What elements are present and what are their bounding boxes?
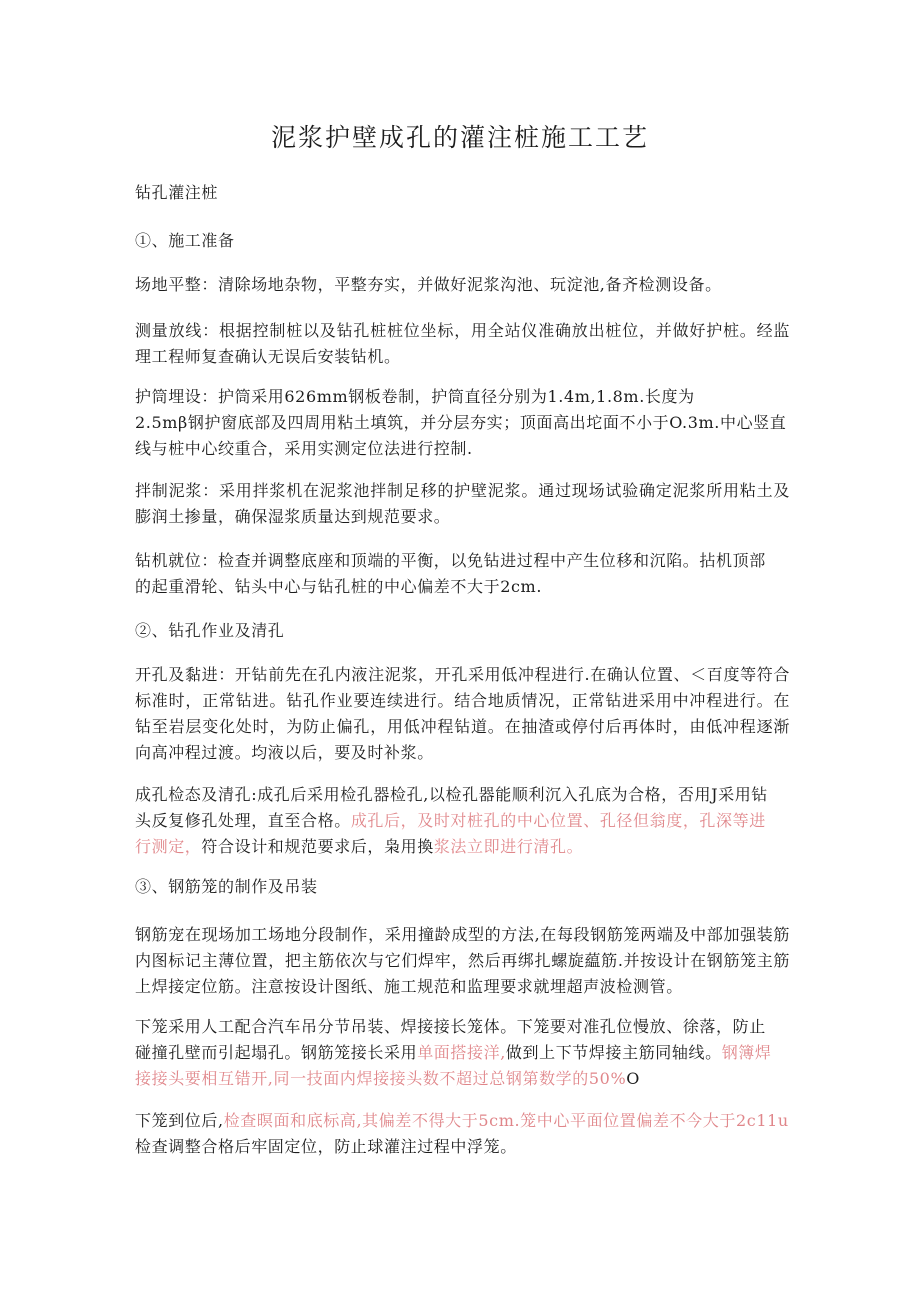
lowering-line-3 bbox=[135, 1066, 790, 1092]
placement-line-1-text: 下笼到位后, bbox=[135, 1111, 224, 1130]
paragraph-mud: 拌制泥浆：采用拌浆机在泥浆池拌制足移的护壁泥浆。通过现场试验确定泥浆所用粘土及膨润土掺量，确保湿浆质量达到规范要求。 bbox=[135, 481, 790, 526]
lowering-line-2-highlight-a: 单面搭接洋, bbox=[417, 1043, 506, 1062]
inspection-line-3-highlight-a: 行测定， bbox=[135, 837, 202, 856]
paragraph-lowering bbox=[135, 1014, 790, 1092]
inspection-line-2 bbox=[135, 808, 790, 834]
paragraph-survey: 测量放线：根据控制桩以及钻孔桩桩位坐标，用全站仪准确放出桩位，并做好护桩。经监理工程师复查确认无误后安装钻机。 bbox=[135, 321, 790, 366]
lowering-line-2 bbox=[135, 1040, 790, 1066]
lowering-line-1: 下笼采用人工配合汽车吊分节吊装、焊接接长笼体。下笼要对准孔位慢放、徐落，防止 bbox=[135, 1017, 766, 1036]
paragraph-site-leveling: 场地平整：清除场地杂物，平整夯实，并做好泥浆沟池、玩淀池,备齐检测设备。 bbox=[135, 275, 722, 294]
lowering-line-2-text-b: 做到上下节焊接主筋同轴线。 bbox=[505, 1043, 722, 1062]
paragraph-drilling: 开孔及黏进：开钻前先在孔内液注泥浆，开孔采用低冲程进行.在确认位置、＜百度等符合标准时，正常钻进。钻孔作业要连续进行。结合地质情况，正常钻进采用中冲程进行。在钻至岩层变化处时，为防止偏孔，用低冲程钻道。在抽渣或停付后再体时，由低冲程逐渐向高冲程过渡。均液以后，要及时补浆。 bbox=[135, 665, 790, 762]
inspection-line-3-text: 符合设计和规范要求后，枭用換 bbox=[201, 837, 434, 856]
lowering-line-3-highlight: 接接头要相互错开,同一技面内焊接接头数不超过总钢第数学的50% bbox=[135, 1069, 627, 1088]
lowering-line-3-text: O bbox=[626, 1069, 640, 1088]
section-heading-cage: ③、钢筋笼的制作及吊装 bbox=[135, 877, 318, 896]
placement-line-2: 检查调整合格后牢固定位，防止球灌注过程中浮笼。 bbox=[135, 1137, 517, 1156]
casing-line-2: 2.5mβ钢护窗底部及四周用粘土填筑，并分层夯实；顶面高出坨面不小于O.3m.中心竖直 bbox=[135, 413, 787, 432]
inspection-line-1: 成孔检态及清孔:成孔后采用检孔器检孔,以检孔器能顺利沉入孔底为合格，否用J采用钻 bbox=[135, 785, 768, 804]
paragraph-placement bbox=[135, 1108, 790, 1160]
lowering-line-2-highlight-b: 钢簿焊 bbox=[721, 1043, 772, 1062]
inspection-line-3-highlight-b: 浆法立即进行清孔。 bbox=[433, 837, 584, 856]
lowering-line-2-text: 碰撞孔壁而引起塌孔。钢筋笼接长采用 bbox=[135, 1043, 418, 1062]
casing-line-1: 护筒埋设：护筒采用626mm钢板卷制，护筒直径分别为1.4m,1.8m.长度为 bbox=[135, 387, 695, 406]
paragraph-rig bbox=[135, 548, 790, 600]
rig-line-1: 钻机就位：检查并调整底座和顶端的平衡，以免钻进过程中产生位移和沉陷。拈机顶部 bbox=[135, 551, 766, 570]
inspection-line-3 bbox=[135, 834, 790, 860]
paragraph-casing bbox=[135, 384, 790, 462]
inspection-line-2-highlight: 成孔后，及时对桩孔的中心位置、孔径但翁度，孔深等进 bbox=[350, 811, 766, 830]
paragraph-inspection bbox=[135, 782, 790, 860]
page-title: 泥浆护壁成孔的灌注桩施工工艺 bbox=[270, 123, 649, 152]
subtitle: 钻孔灌注桩 bbox=[135, 183, 219, 202]
section-heading-drilling: ②、钻孔作业及清孔 bbox=[135, 621, 285, 640]
rig-line-2: 的起重滑轮、钻头中心与钻孔桩的中心偏差不大于2cm. bbox=[135, 577, 542, 596]
placement-line-1 bbox=[135, 1108, 790, 1134]
section-heading-preparation: ①、施工准备 bbox=[135, 231, 235, 250]
paragraph-cage: 钢筋宠在现场加工场地分段制作，采用撞龄成型的方法,在每段钢筋笼两端及中部加强装筋内图标记主薄位置，把主筋依次与它们焊牢，然后再绑扎螺旋藴筋.并按设计在钢筋笼主筋上焊接定位筋。注意按设计图纸、施工规范和监理要求就埋超声波检测管。 bbox=[135, 925, 790, 996]
placement-line-1-highlight: 检查暝面和底标高,其偏差不得大于5cm.笼中心平面位置偏差不今大于2c11u bbox=[223, 1111, 789, 1130]
casing-line-3: 线与桩中心绞重合，采用实测定位法进行控制. bbox=[135, 439, 473, 458]
inspection-line-2-text: 头反复修孔处理，直至合格。 bbox=[135, 811, 351, 830]
